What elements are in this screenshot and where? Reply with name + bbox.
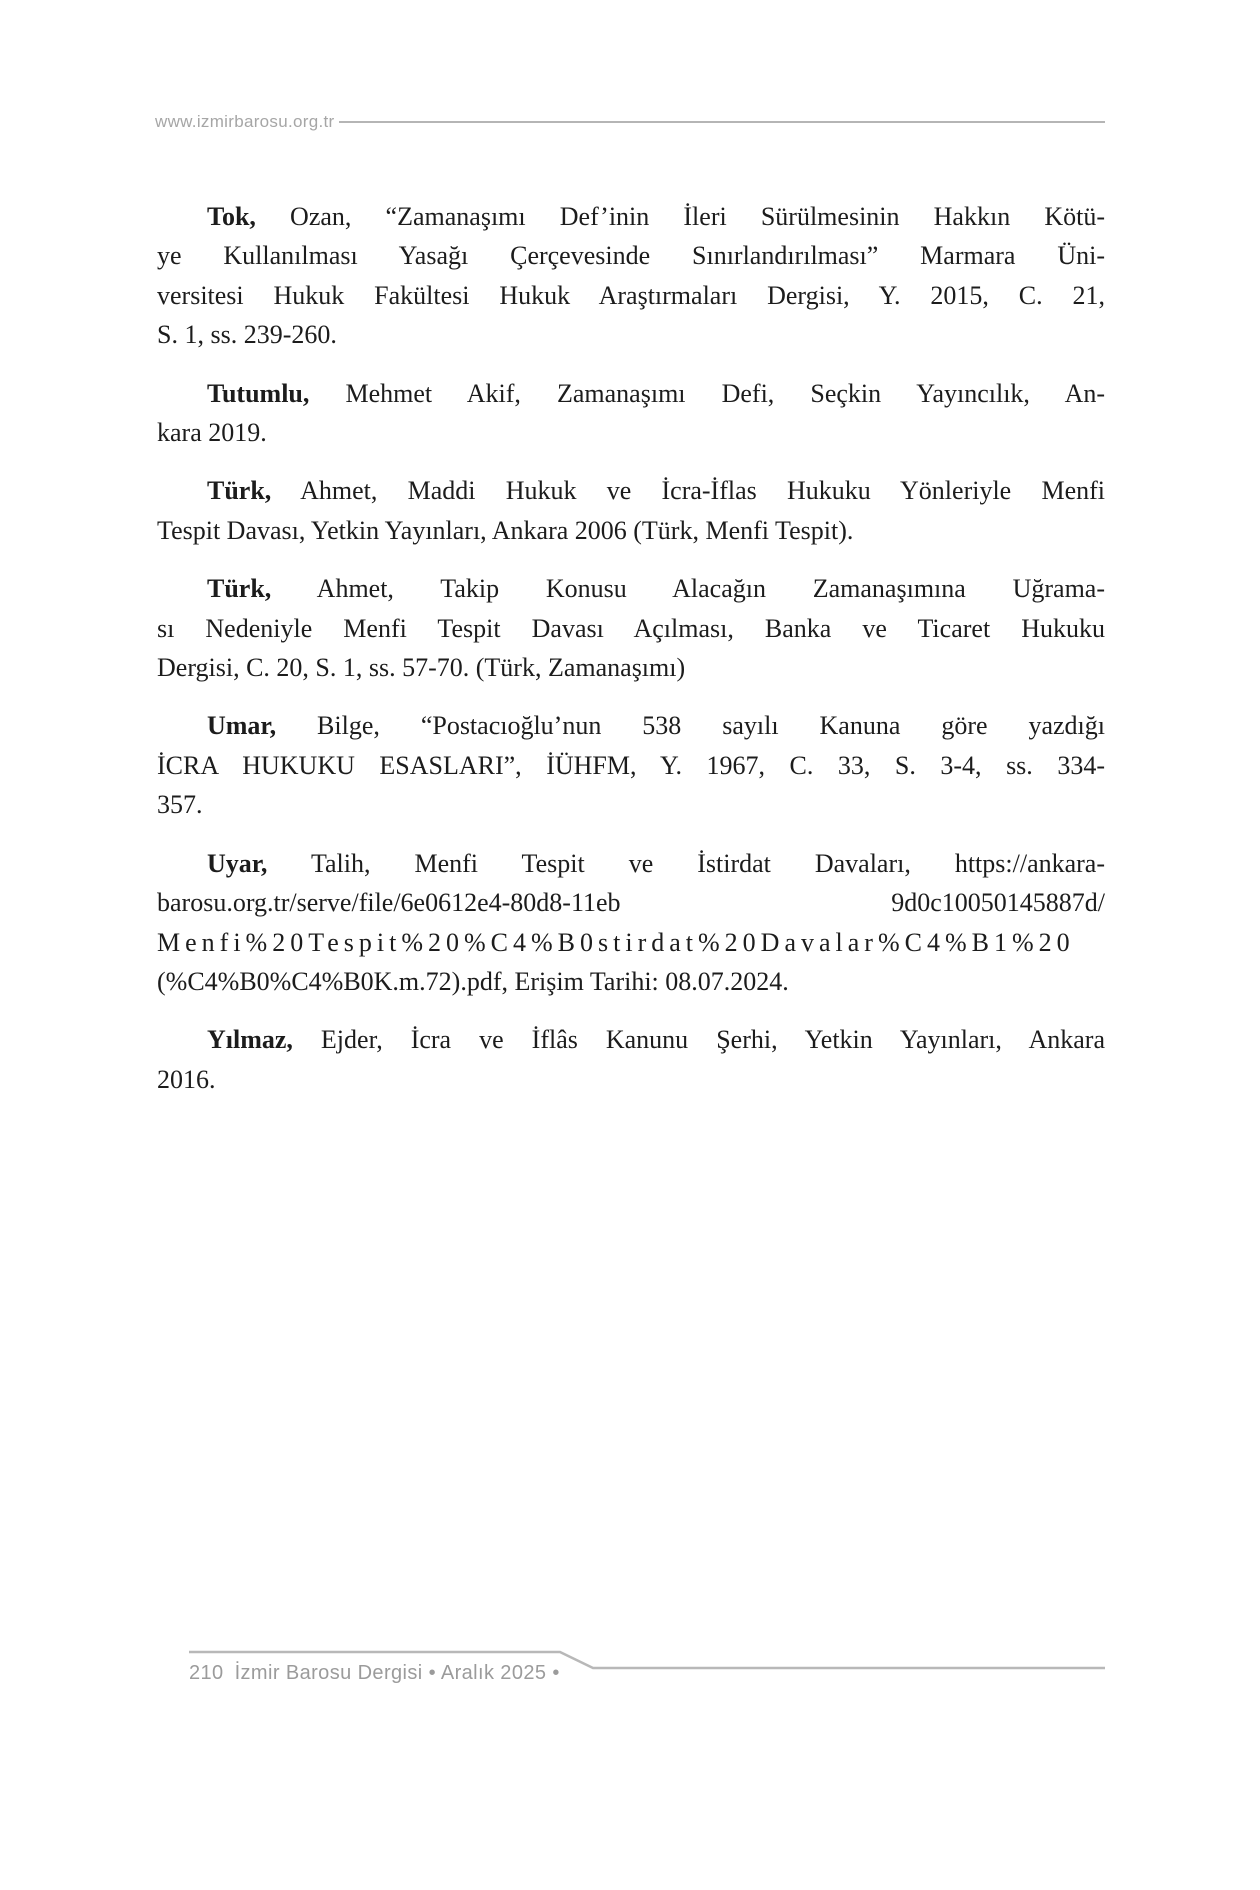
- page-number: 210: [189, 1662, 224, 1684]
- entry-author: Umar,: [207, 711, 277, 741]
- entry-line: kara 2019.: [157, 418, 267, 448]
- bibliography-entry: [157, 844, 1105, 1002]
- entry-author: Tok,: [207, 202, 256, 231]
- journal-title: İzmir Barosu Dergisi • Aralık 2025 •: [234, 1662, 560, 1684]
- entry-text: Talih, Menfi Tespit ve İstirdat Davaları, https://ankara-: [267, 848, 1105, 878]
- bibliography-entry: [157, 1020, 1105, 1099]
- entry-line: sı Nedeniyle Menfi Tespit Davası Açılması, Banka ve Ticaret Hukuku: [157, 613, 1105, 643]
- entry-author: Türk,: [207, 574, 272, 604]
- entry-line: [157, 374, 1105, 413]
- entry-text: Ahmet, Maddi Hukuk ve İcra-İflas Hukuku Yönleriyle Menfi: [271, 476, 1105, 506]
- entry-line: [157, 569, 1105, 608]
- bibliography-entry: [157, 471, 1105, 550]
- entry-text: Ejder, İcra ve İflâs Kanunu Şerhi, Yetkin Yayınları, Ankara: [292, 1025, 1105, 1055]
- entry-line: Menfi%20Tespit%20%C4%B0stirdat%20Davalar%C4%B1%20: [157, 927, 1075, 957]
- entry-line: Tespit Davası, Yetkin Yayınları, Ankara 2006 (Türk, Menfi Tespit).: [157, 515, 854, 545]
- header-rule: [339, 121, 1105, 123]
- bibliography: [157, 197, 1105, 1118]
- bibliography-entry: [157, 197, 1105, 355]
- bibliography-entry: [157, 374, 1105, 453]
- entry-line: 2016.: [157, 1064, 216, 1094]
- page-footer: [189, 1662, 560, 1685]
- entry-line: [157, 844, 1105, 883]
- bibliography-entry: [157, 569, 1105, 687]
- entry-line: (%C4%B0%C4%B0K.m.72).pdf, Erişim Tarihi: 08.07.2024.: [157, 966, 789, 996]
- entry-line: [157, 1020, 1105, 1059]
- header-url: www.izmirbarosu.org.tr: [155, 112, 335, 131]
- entry-line: Dergisi, C. 20, S. 1, ss. 57-70. (Türk, Zamanaşımı): [157, 653, 686, 683]
- entry-author: Yılmaz,: [207, 1025, 293, 1055]
- entry-line: [157, 471, 1105, 510]
- entry-text: Bilge, “Postacıoğlu’nun 538 sayılı Kanuna göre yazdığı: [276, 711, 1105, 741]
- page-header: [155, 112, 1105, 132]
- entry-line: 357.: [157, 790, 203, 820]
- entry-author: Türk,: [207, 476, 272, 506]
- entry-line: versitesi Hukuk Fakültesi Hukuk Araştırmaları Dergisi, Y. 2015, C. 21,: [157, 280, 1105, 310]
- entry-line: barosu.org.tr/serve/file/6e0612e4-80d8-11eb 9d0c10050145887d/: [157, 888, 1105, 918]
- entry-text: Ozan, “Zamanaşımı Def’inin İleri Sürülmesinin Hakkın Kötü-: [255, 202, 1105, 231]
- entry-line: [157, 706, 1105, 745]
- bibliography-entry: [157, 706, 1105, 824]
- entry-line: İCRA HUKUKU ESASLARI”, İÜHFM, Y. 1967, C. 33, S. 3-4, ss. 334-: [157, 750, 1105, 780]
- entry-text: Ahmet, Takip Konusu Alacağın Zamanaşımına Uğrama-: [271, 574, 1105, 604]
- entry-line: ye Kullanılması Yasağı Çerçevesinde Sınırlandırılması” Marmara Üni-: [157, 241, 1105, 271]
- entry-author: Tutumlu,: [207, 378, 310, 408]
- entry-line: S. 1, ss. 239-260.: [157, 320, 337, 350]
- entry-line: [157, 197, 1105, 236]
- entry-author: Uyar,: [207, 848, 268, 878]
- entry-text: Mehmet Akif, Zamanaşımı Defi, Seçkin Yayıncılık, An-: [309, 378, 1105, 408]
